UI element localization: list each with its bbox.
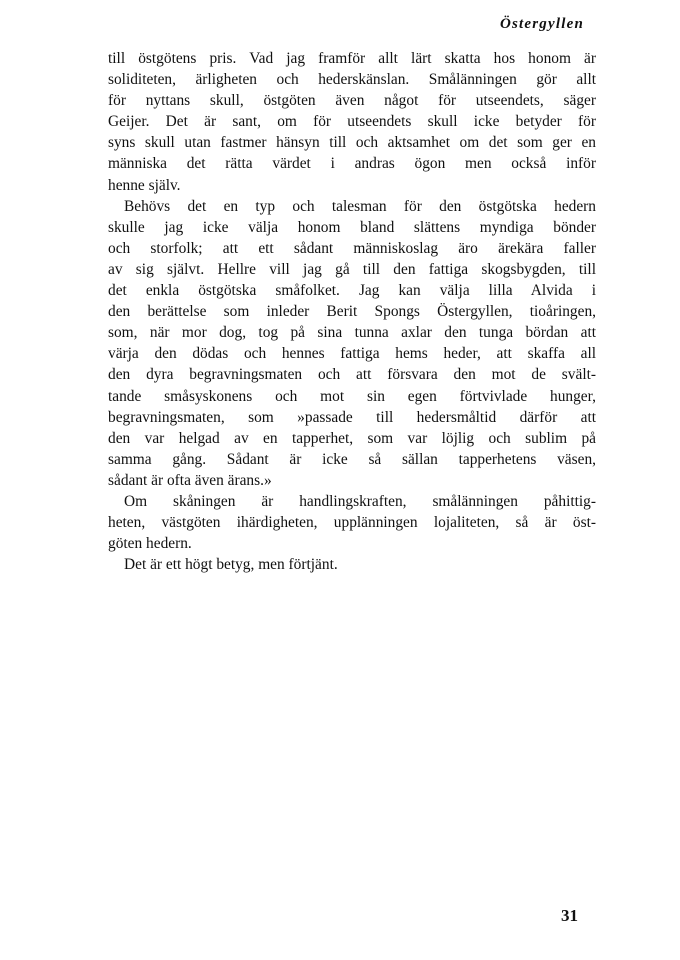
text-line: den dyra begravningsmaten och att försvara den mot de svält- — [108, 366, 596, 384]
text-line: Om skåningen är handlingskraften, smålänningen påhittig- — [124, 492, 596, 510]
text-line: henne själv. — [108, 176, 181, 194]
text-line: soliditeten, ärligheten och hederskänslan. Smålänningen gör allt — [108, 71, 596, 89]
text-line: och storfolk; att ett sådant människoslag äro ärekära faller — [108, 239, 596, 257]
text-line: den var helgad av en tapperhet, som var löjlig och sublim på — [108, 429, 596, 447]
body-text — [108, 48, 596, 575]
text-line: Det är ett högt betyg, men förtjänt. — [124, 556, 338, 574]
text-line: Geijer. Det är sant, om för utseendets skull icke betyder för — [108, 113, 596, 131]
text-line: heten, västgöten ihärdigheten, upplänningen lojaliteten, så är öst- — [108, 514, 596, 532]
text-line: syns skull utan fastmer hänsyn till och aktsamhet om det som ger en — [108, 134, 596, 152]
text-line: till östgötens pris. Vad jag framför allt lärt skatta hos honom är — [108, 50, 596, 67]
text-line: skulle jag icke välja honom bland slättens myndiga bönder — [108, 218, 596, 236]
text-line: av sig självt. Hellre vill jag gå till den fattiga skogsbygden, till — [108, 260, 596, 278]
text-line: som, när mor dog, tog på sina tunna axlar den tunga bördan att — [108, 324, 596, 342]
text-line: tande småsyskonens och mot sin egen förtvivlade hunger, — [108, 387, 596, 405]
text-line: Behövs det en typ och talesman för den östgötska hedern — [124, 197, 596, 215]
text-line: begravningsmaten, som »passade till hedersmåltid därför att — [108, 408, 596, 426]
text-line: det enkla östgötska småfolket. Jag kan välja lilla Alvida i — [108, 282, 596, 300]
page-number: 31 — [561, 906, 578, 925]
text-line: göten hedern. — [108, 535, 192, 553]
text-line: sådant är ofta även ärans.» — [108, 471, 272, 489]
running-head-title: Östergyllen — [499, 16, 584, 32]
text-line: samma gång. Sådant är icke så sällan tapperhetens väsen, — [108, 450, 596, 468]
text-line: värja den dödas och hennes fattiga hems heder, att skaffa all — [108, 345, 596, 363]
text-line: den berättelse som inleder Berit Spongs Östergyllen, tioåringen, — [108, 303, 596, 321]
text-line: för nyttans skull, östgöten även något för utseendets, säger — [108, 92, 596, 110]
text-line: människa det rätta värdet i andras ögon men också inför — [108, 155, 596, 173]
